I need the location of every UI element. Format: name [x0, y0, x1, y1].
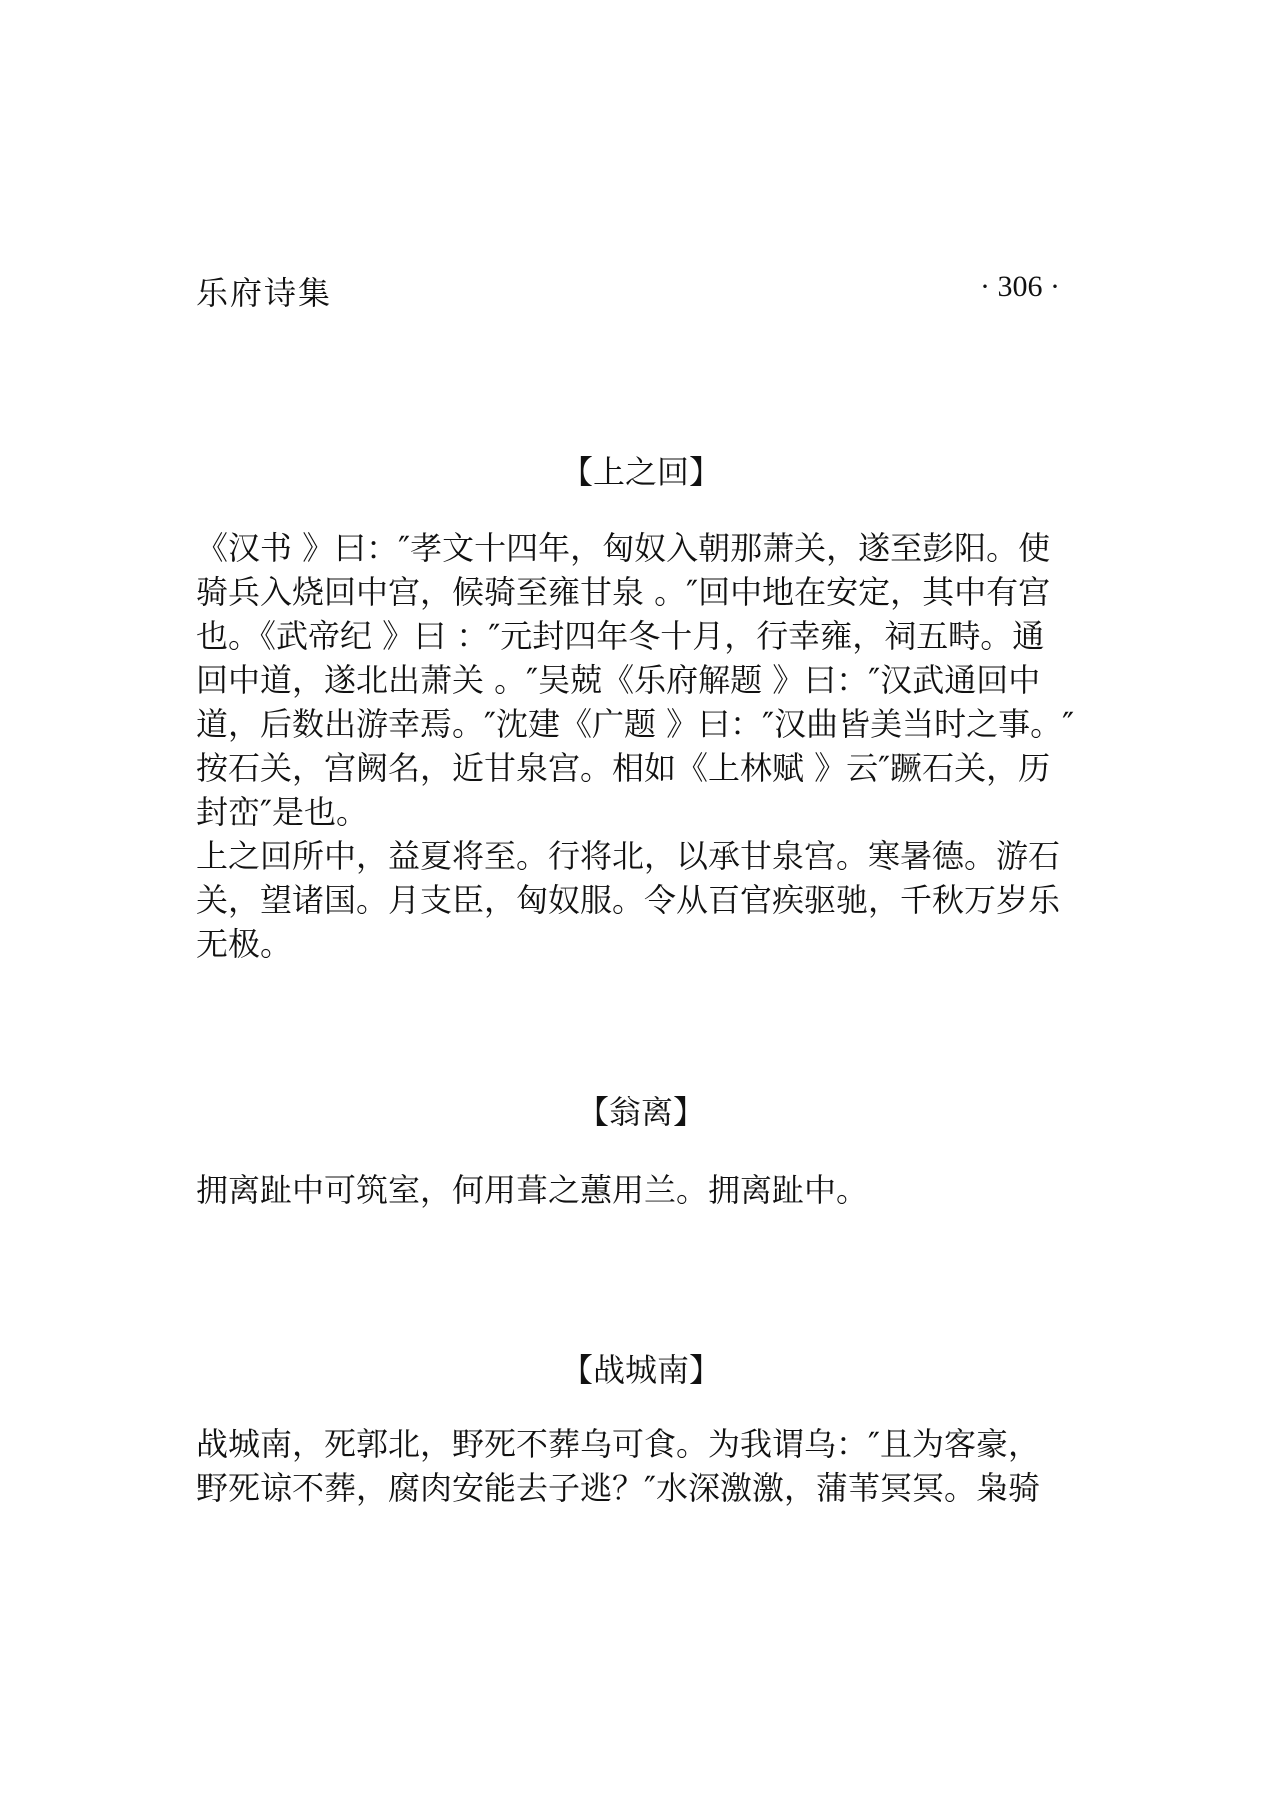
- text-line: 按石关，宫阙名，近甘泉宫。相如《上林赋 》云″蹶石关，历: [196, 749, 1051, 787]
- text-line: 拥离趾中可筑室，何用葺之蕙用兰。拥离趾中。: [196, 1171, 869, 1209]
- section-body-zhanchengnan: [196, 1422, 1096, 1510]
- section-title-wengli: 【翁离】: [576, 1093, 705, 1131]
- text-line: 上之回所中，益夏将至。行将北，以承甘泉宫。寒暑德。游石: [196, 837, 1061, 875]
- page-number: · 306 ·: [980, 270, 1060, 303]
- text-line: 无极。: [196, 925, 293, 963]
- text-line: 道，后数出游幸焉。″沈建《广题 》曰：″汉曲皆美当时之事。″: [196, 705, 1075, 743]
- text-line: 野死谅不葬，腐肉安能去子逃？″水深激激，蒲苇冥冥。枭骑: [196, 1469, 1040, 1507]
- section-body-wengli: [196, 1168, 1096, 1212]
- text-line: 关，望诸国。月支臣，匈奴服。令从百官疾驱驰，千秋万岁乐: [196, 881, 1061, 919]
- book-title: 乐府诗集: [196, 274, 333, 312]
- text-line: 骑兵入烧回中宫，候骑至雍甘泉 。″回中地在安定，其中有宫: [196, 573, 1051, 611]
- section-body-shangzhihui: [196, 526, 1096, 966]
- section-title-zhanchengnan: 【战城南】: [560, 1351, 721, 1389]
- text-line: 回中道，遂北出萧关 。″吴兢《乐府解题 》曰：″汉武通回中: [196, 661, 1041, 699]
- text-line: 战城南，死郭北，野死不葬乌可食。为我谓乌：″且为客豪，: [196, 1425, 1040, 1463]
- text-line: 也。《武帝纪 》曰 ：″元封四年冬十月，行幸雍，祠五畤。通: [196, 617, 1045, 655]
- text-line: 封峦″是也。: [196, 793, 368, 831]
- text-line: 《汉书 》曰：″孝文十四年，匈奴入朝那萧关，遂至彭阳。使: [196, 529, 1051, 567]
- section-title-shangzhihui: 【上之回】: [560, 453, 721, 491]
